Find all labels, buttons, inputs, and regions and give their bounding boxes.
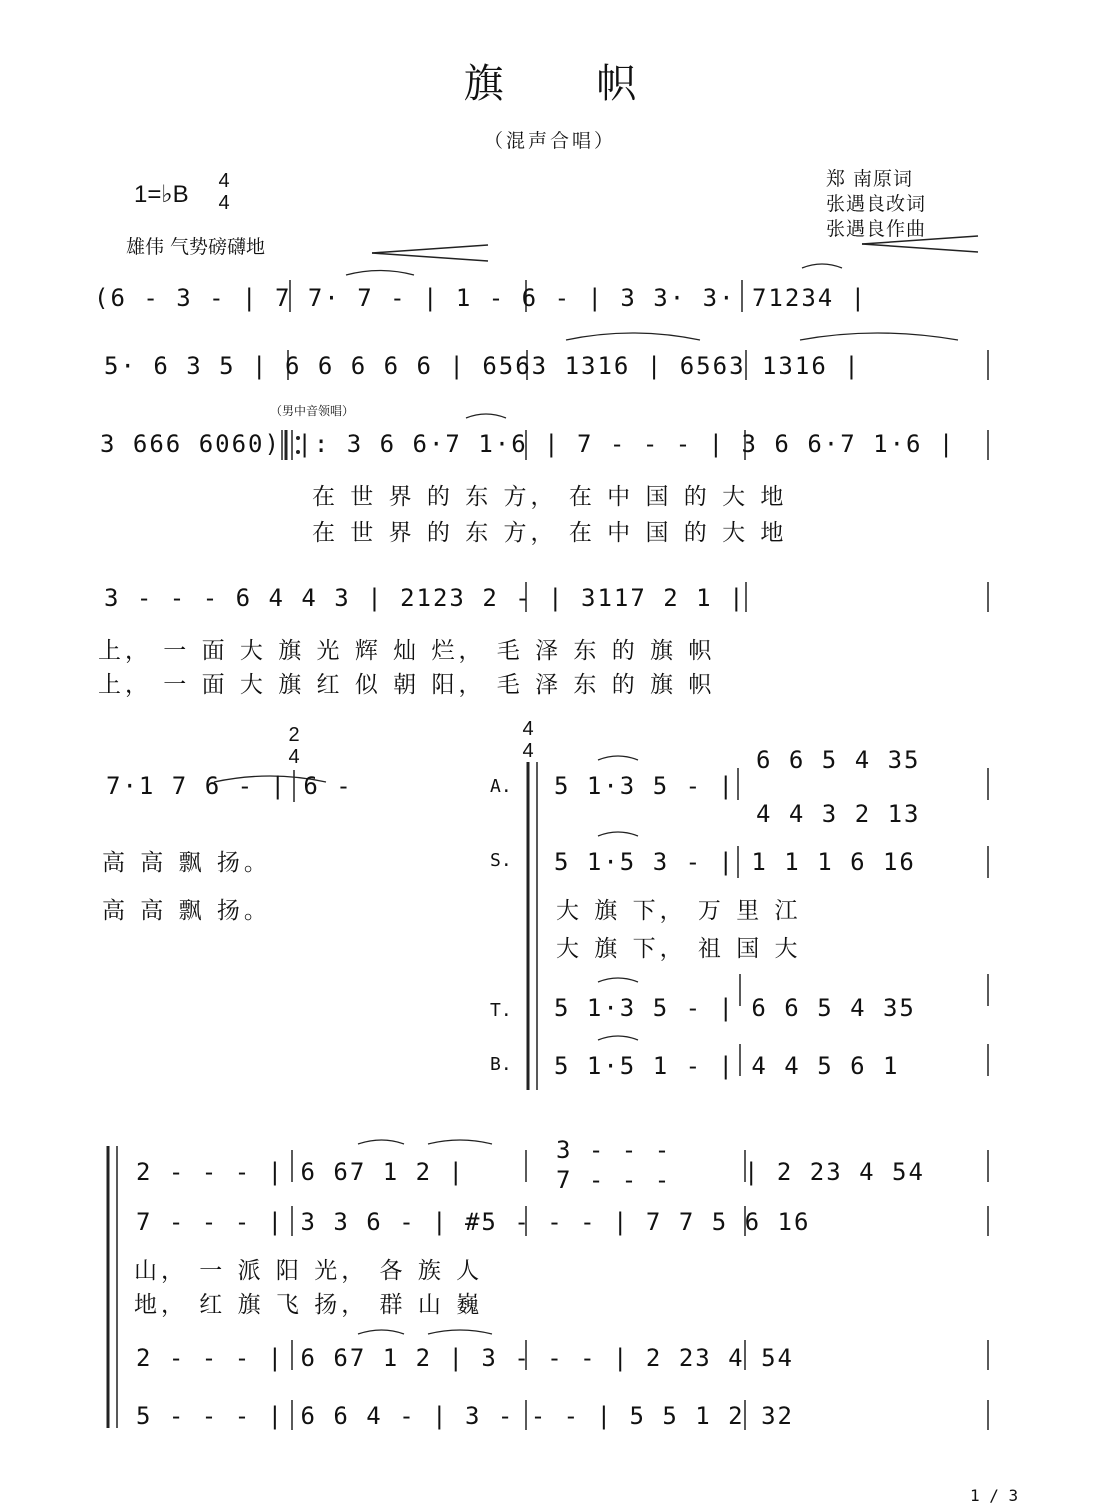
system2-chord-bottom: 7 - - -: [556, 1166, 672, 1194]
time-change-4-4-bottom: 4: [522, 740, 534, 762]
time-change-2-4-top: 2: [288, 724, 300, 746]
lyric-line-5a: 高 高 飘 扬。: [102, 850, 271, 876]
tenor-notes: 5 1·3 5 - | 6 6 5 4 35: [554, 994, 916, 1022]
system2-lyric-a: 山， 一 派 阳 光， 各 族 人: [134, 1258, 484, 1284]
system2-bass-notes: 5 - - - | 6 6 4 - | 3 - - - | 5 5 1 2 32: [136, 1402, 794, 1430]
alto-chord-lower: 4 4 3 2 13: [756, 800, 921, 828]
notation-line-5: 7·1 7 6 - | 6 -: [106, 772, 353, 800]
notation-line-2: 5· 6 3 5 | 6 6 6 6 6 | 6563 1316 | 6563 1316 |: [104, 352, 861, 380]
time-signature: [212, 170, 236, 214]
lyric-line-4b: 上， 一 面 大 旗 红 似 朝 阳， 毛 泽 东 的 旗 帜: [98, 672, 716, 698]
crescendo-hairpin: [372, 245, 488, 261]
system2-chord-top: 3 - - -: [556, 1136, 672, 1164]
time-change-2-4: [282, 724, 306, 768]
time-signature-top: 4: [218, 170, 230, 192]
part-label-alto: A.: [490, 776, 512, 797]
system2-lyric-b: 地， 红 旗 飞 扬， 群 山 巍: [134, 1292, 484, 1318]
system2-upper-end: | 2 23 4 54: [744, 1158, 925, 1186]
lyric-line-3b: 在 世 界 的 东 方， 在 中 国 的 大 地: [312, 520, 788, 546]
time-signature-bottom: 4: [218, 192, 230, 214]
part-label-tenor: T.: [490, 1000, 512, 1021]
bass-notes: 5 1·5 1 - | 4 4 5 6 1: [554, 1052, 900, 1080]
system1-lyric-b: 大 旗 下， 祖 国 大: [556, 936, 802, 962]
lyric-line-4a: 上， 一 面 大 旗 光 辉 灿 烂， 毛 泽 东 的 旗 帜: [98, 638, 716, 664]
notation-line-3: 3 666 6060) |: 3 6 6·7 1·6 | 7 - - - | 3 6 6·7 1·6 |: [100, 430, 956, 458]
part-label-bass: B.: [490, 1054, 512, 1075]
time-change-4-4-top: 4: [522, 718, 534, 740]
credit-reviser: 张遇良改词: [826, 193, 927, 215]
credit-lyricist: 郑 南原词: [826, 168, 914, 190]
system1-lyric-a: 大 旗 下， 万 里 江: [556, 898, 802, 924]
solo-annotation: （男中音领唱）: [270, 404, 355, 418]
page-title: 旗 帜: [463, 61, 677, 107]
time-change-4-4: [516, 718, 540, 762]
alto-chord-upper: 6 6 5 4 35: [756, 746, 921, 774]
credit-composer: 张遇良作曲: [826, 218, 927, 240]
system2-upper-notes: 2 - - - | 6 67 1 2 |: [136, 1158, 465, 1186]
part-label-soprano: S.: [490, 850, 512, 871]
notation-line-4: 3 - - - 6 4 4 3 | 2123 2 - | 3117 2 1 |: [104, 584, 746, 612]
system2-second-notes: 7 - - - | 3 3 6 - | #5 - - - | 7 7 5 6 16: [136, 1208, 811, 1236]
alto-notes: 5 1·3 5 - |: [554, 772, 735, 800]
lyric-line-5b: 高 高 飘 扬。: [102, 898, 271, 924]
tempo-marking: 雄伟 气势磅礴地: [126, 236, 266, 258]
key-signature: 1=♭B: [134, 181, 189, 208]
system2-tenor-notes: 2 - - - | 6 67 1 2 | 3 - - - | 2 23 4 54: [136, 1344, 794, 1372]
soprano-notes: 5 1·5 3 - | 1 1 1 6 16: [554, 848, 916, 876]
notation-line-1: (6 - 3 - | 7 7· 7 - | 1 - 6 - | 3 3· 3· 71234 |: [94, 284, 868, 312]
page-number: 1 / 3: [970, 1486, 1019, 1505]
lyric-line-3a: 在 世 界 的 东 方， 在 中 国 的 大 地: [312, 484, 788, 510]
subtitle: （混声合唱）: [483, 130, 616, 152]
time-change-2-4-bottom: 4: [288, 746, 300, 768]
